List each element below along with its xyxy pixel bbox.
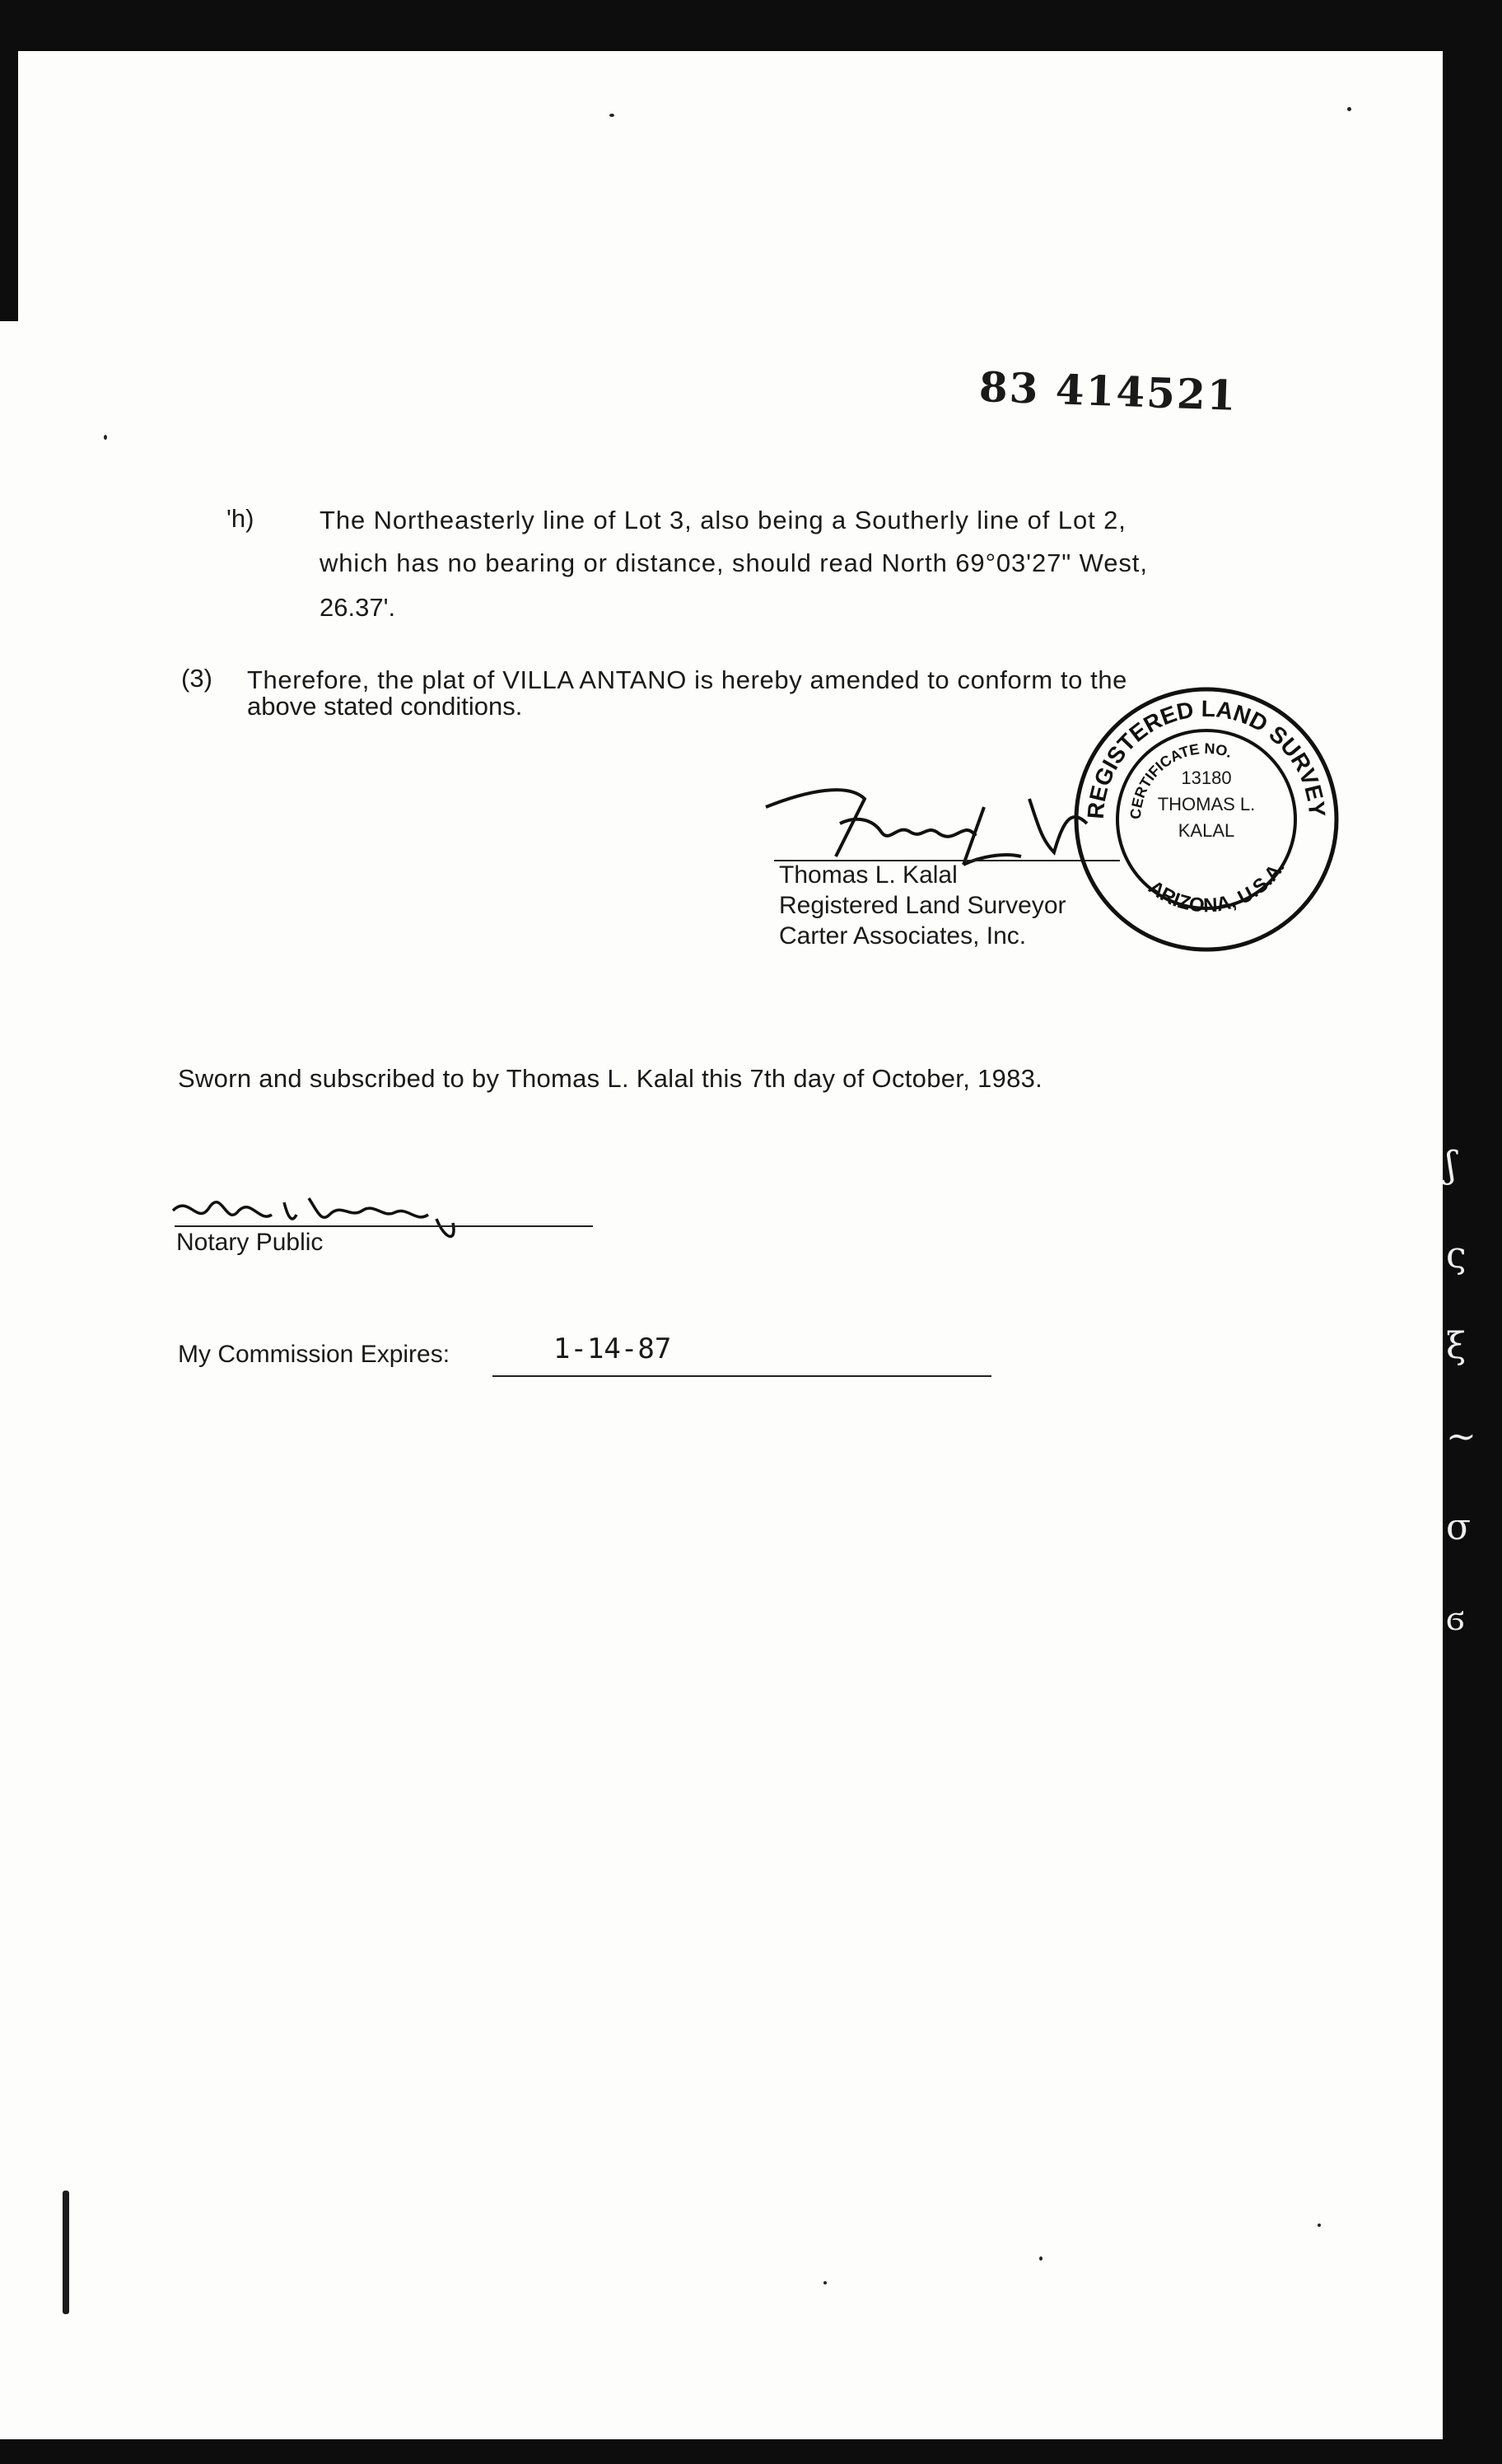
scan-speck xyxy=(1347,107,1351,111)
item-h-line-2: which has no bearing or distance, should read North 69°03'27" West, xyxy=(320,548,1148,577)
binding-mark xyxy=(63,2191,69,2314)
item-3-line-2: above stated conditions. xyxy=(247,692,523,721)
seal-name-line-2: KALAL xyxy=(1178,820,1235,841)
commission-date-line xyxy=(492,1375,991,1377)
sworn-statement: Sworn and subscribed to by Thomas L. Kalal this 7th day of October, 1983. xyxy=(178,1064,1043,1093)
seal-inner-text: CERTIFICATE NO. xyxy=(1126,740,1234,820)
scan-speck xyxy=(1318,2224,1321,2227)
right-margin-marks: ʃ ς ξ ~ σ ϭ xyxy=(1446,1144,1476,1639)
top-scan-border xyxy=(0,0,1502,51)
svg-text:ARIZONA, U.S.A. xyxy=(1145,857,1290,917)
item-h-label: 'h) xyxy=(226,504,254,533)
seal-outer-text: REGISTERED LAND SURVEY xyxy=(1082,695,1331,820)
surveyor-company: Carter Associates, Inc. xyxy=(779,922,1027,950)
surveyor-title: Registered Land Surveyor xyxy=(779,892,1066,919)
item-3-label: (3) xyxy=(181,664,212,693)
item-3-line-1: Therefore, the plat of VILLA ANTANO is hereby amended to conform to the xyxy=(247,665,1128,694)
surveyor-seal xyxy=(1071,684,1342,955)
surveyor-name: Thomas L. Kalal xyxy=(779,861,958,889)
surveyor-signature xyxy=(758,774,1103,873)
item-h-line-1: The Northeasterly line of Lot 3, also being a Southerly line of Lot 2, xyxy=(320,506,1126,534)
scan-speck xyxy=(609,114,614,117)
bottom-scan-border xyxy=(0,2439,1502,2464)
seal-state-text: ARIZONA, U.S.A. xyxy=(1144,856,1290,917)
scan-speck xyxy=(104,435,107,440)
recording-number: 83 414521 xyxy=(977,362,1238,420)
left-scan-border xyxy=(0,0,18,321)
seal-number: 13180 xyxy=(1181,768,1232,788)
commission-label: My Commission Expires: xyxy=(178,1341,450,1368)
scan-speck xyxy=(823,2281,827,2284)
notary-public-label: Notary Public xyxy=(176,1229,324,1256)
item-h-line-3: 26.37'. xyxy=(320,593,396,622)
commission-date: 1-14-87 xyxy=(553,1332,672,1365)
seal-name-line-1: THOMAS L. xyxy=(1157,794,1256,814)
scan-speck xyxy=(1039,2256,1043,2261)
